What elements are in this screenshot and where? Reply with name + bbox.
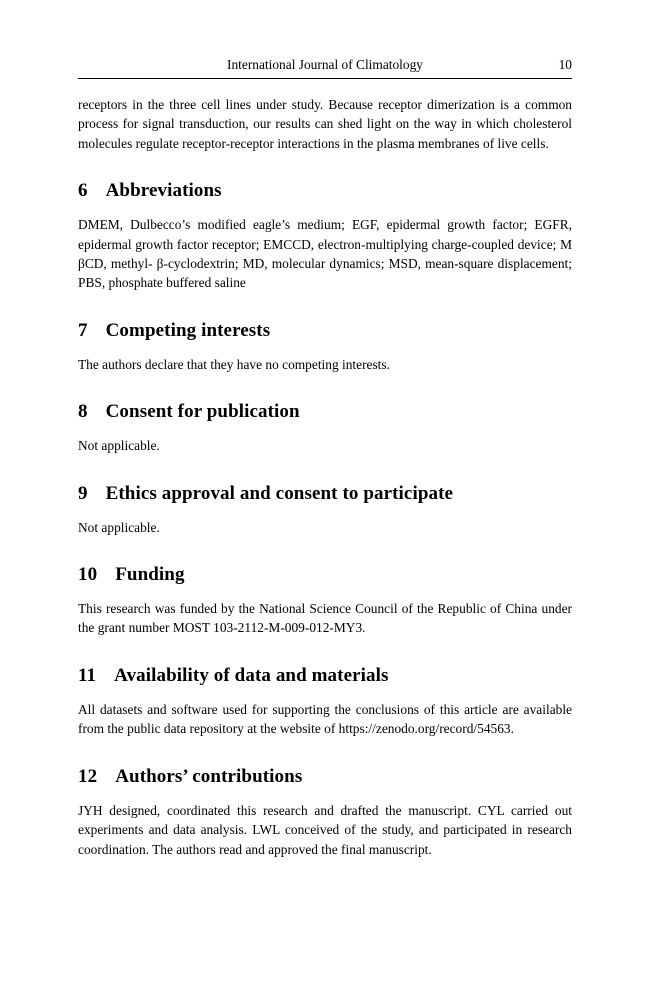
section-heading [78,665,572,687]
section-body: JYH designed, coordinated this research and drafted the manuscript. CYL carried out experiments and data analysis. LWL conceived of the study, and participated in research coordination. The authors read and approved the final manuscript. [78,802,572,857]
section-body: DMEM, Dulbecco’s modified eagle’s medium; EGF, epidermal growth factor; EGFR, epidermal growth factor receptor; EMCCD, electron-multiplying charge-coupled device; M βCD, methyl- β-cyclodextrin; MD, molecular dynamics; MSD, mean-square displacement; PBS, phosphate buffered saline [78,217,572,291]
page-number: 10 [558,57,572,72]
header-rule [78,78,572,79]
section-title: Availability of data and materials [114,664,389,686]
journal-title: International Journal of Climatology [227,57,423,72]
section-title: Ethics approval and consent to participate [105,482,454,504]
section-funding [78,564,572,638]
section-title: Competing interests [105,319,271,341]
section-availability [78,665,572,739]
section-number: 9 [78,482,88,504]
section-title: Funding [115,564,185,586]
section-heading [78,401,572,423]
section-body: The authors declare that they have no competing interests. [78,356,390,372]
section-number: 10 [78,564,98,586]
section-number: 11 [78,664,97,686]
section-competing-interests [78,320,572,374]
section-authors-contributions [78,766,572,859]
section-heading [78,564,572,586]
section-title: Abbreviations [105,180,222,202]
section-title: Authors’ contributions [115,765,303,787]
section-heading [78,483,572,505]
section-heading [78,320,572,342]
page-header [78,0,572,79]
section-number: 8 [78,401,88,423]
section-body: Not applicable. [78,438,160,454]
section-abbreviations [78,180,572,293]
section-body: This research was funded by the National Science Council of the Republic of China under the grant number MOST 103-2112-M-009-012-MY3. [78,601,572,636]
section-number: 12 [78,765,98,787]
section-consent-for-publication [78,401,572,455]
section-title: Consent for publication [105,401,300,423]
intro-paragraph: receptors in the three cell lines under study. Because receptor dimerization is a common process for signal transduction, our results can shed light on the way in which cholesterol molecules regulate receptor-receptor interactions in the plasma membranes of live cells. [78,97,572,151]
article-content [78,95,572,859]
section-number: 6 [78,180,88,202]
section-heading [78,180,572,202]
running-head [78,56,572,73]
section-heading [78,766,572,788]
section-body: Not applicable. [78,519,160,535]
section-number: 7 [78,319,88,341]
section-body: All datasets and software used for supporting the conclusions of this article are available from the public data repository at the website of https://zenodo.org/record/54563. [78,701,572,737]
section-ethics-approval [78,483,572,537]
